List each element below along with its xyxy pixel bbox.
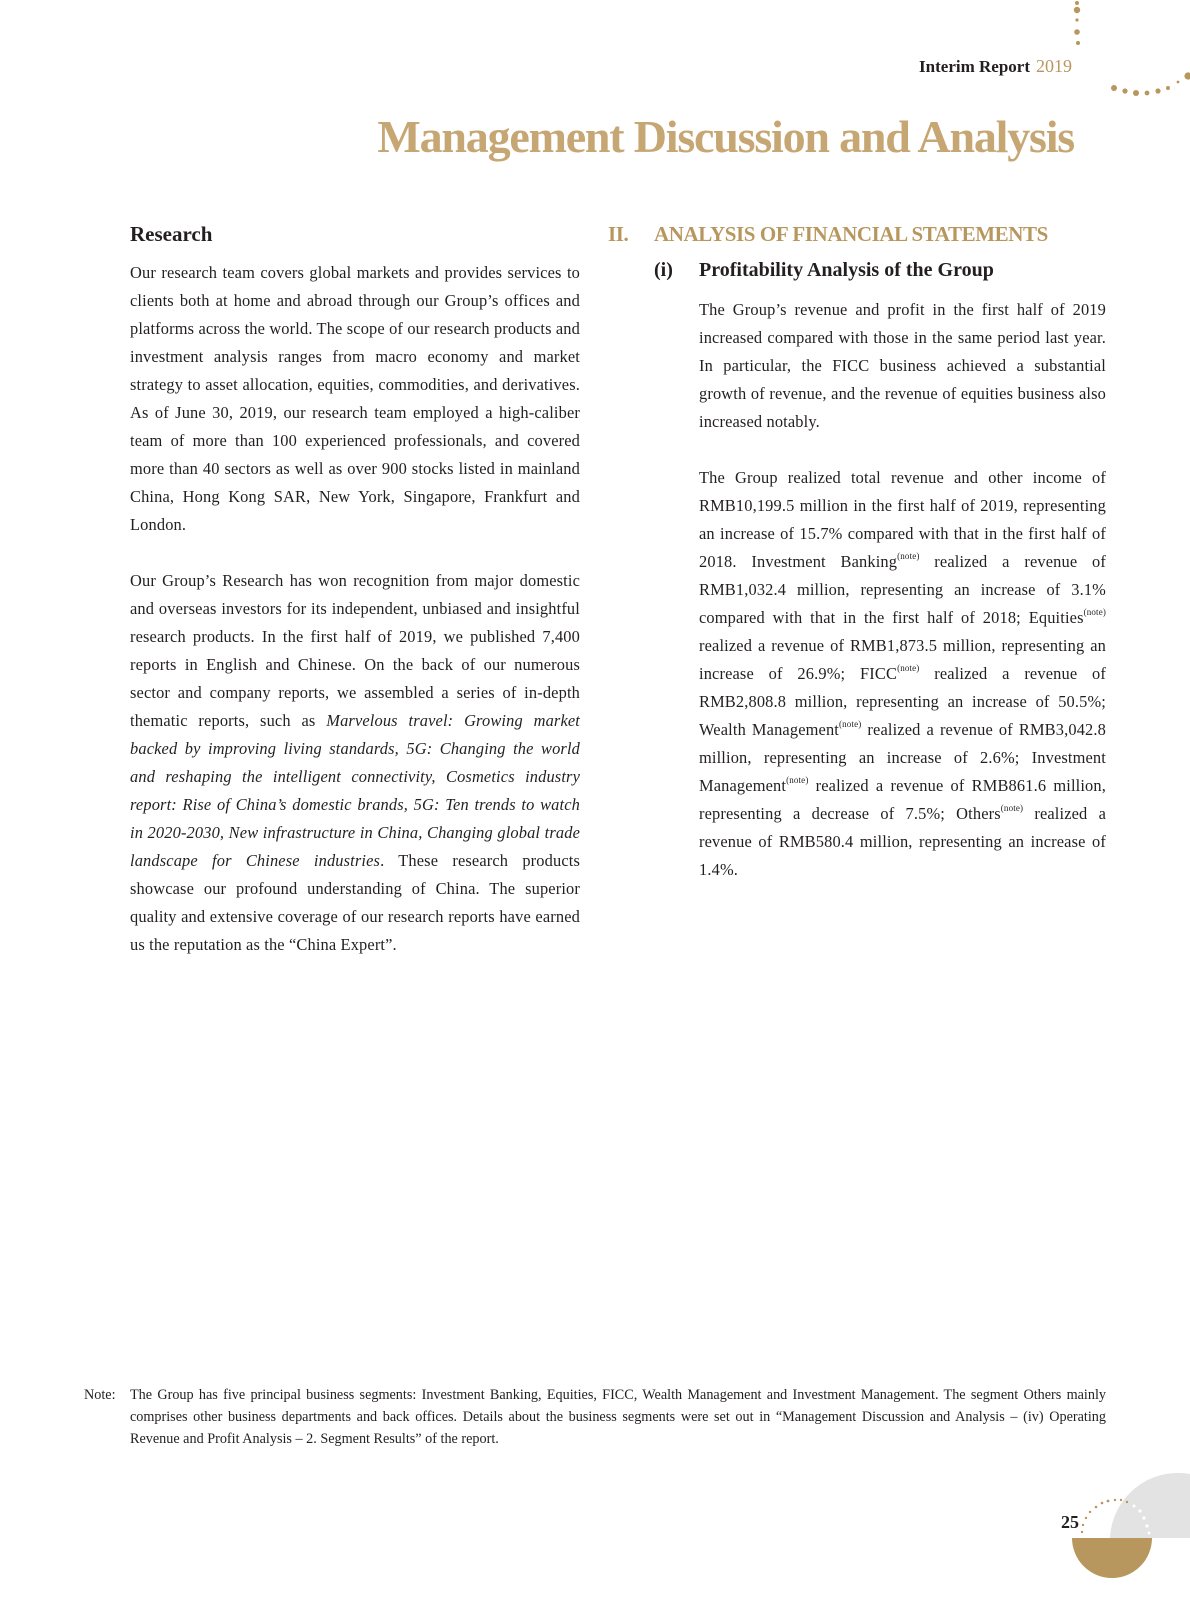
segment-wealth-management: Wealth Management xyxy=(699,720,839,739)
page-number: 25 xyxy=(1061,1512,1079,1532)
note-marker: (note) xyxy=(1000,803,1024,813)
report-year: 2019 xyxy=(1036,56,1072,76)
page-title: Management Discussion and Analysis xyxy=(377,111,1074,162)
revenue-intro: The Group realized total revenue and other income of RMB10,199.5 million in the first half of 2019, representing an increase of 15.7% compared with that in the first half of 2018. xyxy=(699,468,1106,571)
section-heading xyxy=(608,222,1106,247)
note-marker: (note) xyxy=(839,719,862,729)
report-label: Interim Report xyxy=(919,57,1030,76)
note-marker: (note) xyxy=(897,551,920,561)
footnote-text: The Group has five principal business segments: Investment Banking, Equities, FICC, Wealth Management and Investment Management. The segment Others mainly comprises other business departments and back offices. Details about the business segments were set out in “Management Discussion and Analysis – (iv) Operating Revenue and Profit Analysis – 2. Segment Results” of the report. xyxy=(130,1387,1106,1447)
note-marker: (note) xyxy=(1083,607,1106,617)
segment-investment-management-text: realized a revenue of RMB861.6 million, representing a decrease of 7.5%; xyxy=(699,776,1106,823)
segment-investment-banking: Investment Banking xyxy=(751,552,898,571)
segment-investment-management: Investment Management xyxy=(699,748,1106,795)
research-paragraph-2-end: . These research products showcase our profound understanding of China. The superior quality and extensive coverage of our research reports have earned us the reputation as the “China Expert”. xyxy=(130,851,580,954)
footnote-label: Note: xyxy=(84,1387,116,1403)
note-marker: (note) xyxy=(786,775,809,785)
left-column xyxy=(130,222,580,959)
page-corner-decoration-icon xyxy=(1070,1470,1190,1615)
research-paragraph-1: Our research team covers global markets and provides services to clients both at home and abroad through our Group’s offices and platforms across the world. The scope of our research products and investment analysis ranges from macro economy and market strategy to asset allocation, equities, commodities, and derivatives. As of June 30, 2019, our research team employed a high-caliber team of more than 100 experienced professionals, and covered more than 40 sectors as well as over 900 stocks listed in mainland China, Hong Kong SAR, New York, Singapore, Frankfurt and London. xyxy=(130,263,580,534)
segment-others-text: realized a revenue of RMB580.4 million, representing an increase of 1.4%. xyxy=(699,804,1107,879)
segment-ficc-text: realized a revenue of RMB2,808.8 million, representing an increase of 50.5%; xyxy=(699,664,1106,711)
research-paragraph-2 xyxy=(130,567,580,959)
segment-wealth-management-text: realized a revenue of RMB3,042.8 million, representing an increase of 2.6%; xyxy=(699,720,1106,767)
subsection-body xyxy=(699,296,1106,884)
segment-investment-banking-text: realized a revenue of RMB1,032.4 million, representing an increase of 3.1% compared with that in the first half of 2018; xyxy=(699,552,1106,627)
profitability-paragraph-1: The Group’s revenue and profit in the first half of 2019 increased compared with those in the same period last year. In particular, the FICC business achieved a substantial growth of revenue, and the revenue of equities business also increased notably. xyxy=(699,300,1106,431)
segment-equities: Equities xyxy=(1028,608,1084,627)
subsection-number: (i) xyxy=(654,259,673,281)
section-number: II. xyxy=(608,222,629,246)
research-heading: Research xyxy=(130,222,213,246)
profitability-paragraph-2 xyxy=(699,464,1106,884)
segment-others: Others xyxy=(956,804,1001,823)
research-paragraph-2-start: Our Group’s Research has won recognition from major domestic and overseas investors for its independent, unbiased and insightful research products. In the first half of 2019, we published 7,400 reports in English and Chinese. On the back of our numerous sector and company reports, we assembled a series of in-depth thematic reports, such as xyxy=(130,571,580,730)
section-title: ANALYSIS OF FINANCIAL STATEMENTS xyxy=(654,222,1048,246)
subsection-heading xyxy=(654,259,1106,282)
right-column xyxy=(608,222,1106,884)
research-report-titles: Marvelous travel: Growing market backed by improving living standards, 5G: Changing the world and reshaping the intelligent connectivity, Cosmetics industry report: Rise of China’s domestic brands, 5G: Ten trends to watch in 2020-2030, New infrastructure in China, Changing global trade landscape for Chinese industries xyxy=(130,711,581,870)
footnote xyxy=(84,1384,1106,1450)
subsection-title: Profitability Analysis of the Group xyxy=(699,259,994,281)
note-marker: (note) xyxy=(897,663,920,673)
decorative-dots-top-icon xyxy=(1060,0,1190,100)
report-header xyxy=(919,56,1072,77)
segment-ficc: FICC xyxy=(860,664,898,683)
segment-equities-text: realized a revenue of RMB1,873.5 million, representing an increase of 26.9%; xyxy=(699,636,1106,683)
